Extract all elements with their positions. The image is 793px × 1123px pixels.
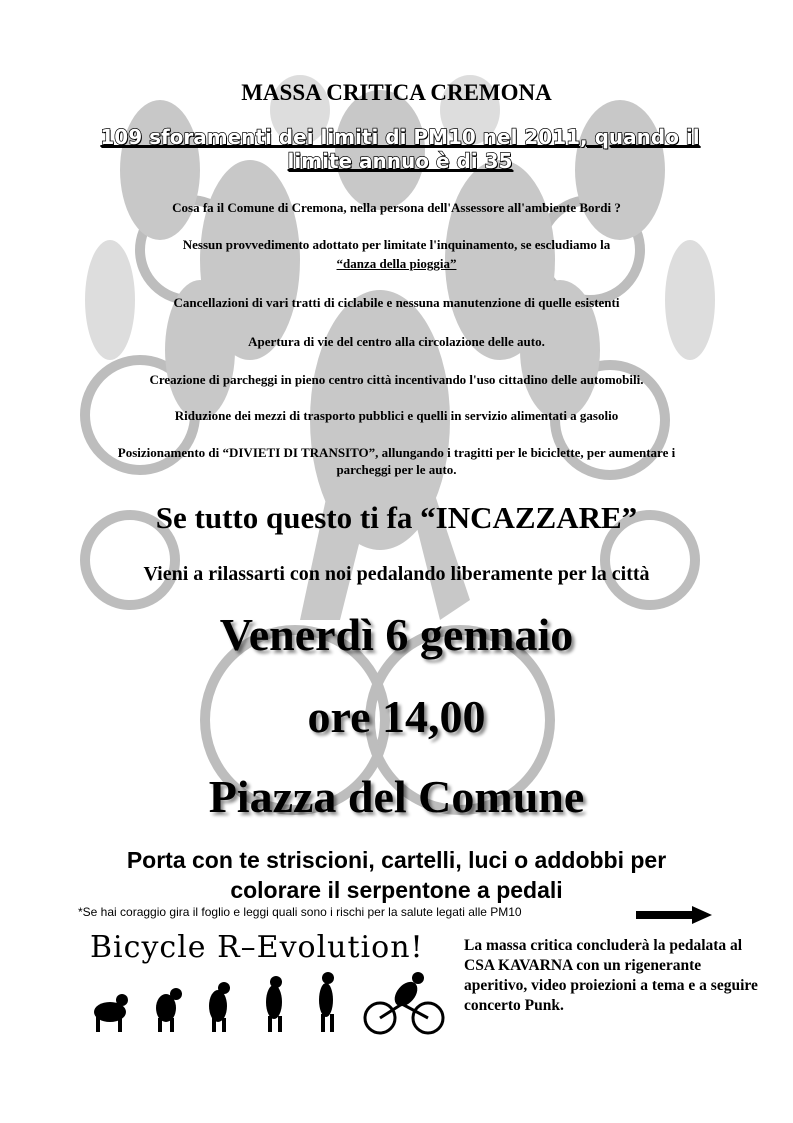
pm10-headline: 109 sforamenti dei limiti di PM10 nel 2011, quando il limite annuo è di 35 <box>100 125 700 173</box>
item-1-line-2: “danza della pioggia” <box>336 256 457 271</box>
bicycle-revolution-heading: Bicycle R–Evolution! <box>90 930 424 965</box>
page-title: MASSA CRITICA CREMONA <box>241 80 552 105</box>
evolution-figures-icon <box>88 970 448 1036</box>
item-6: Posizionamento di “DIVIETI DI TRANSITO”, allungando i tragitti per le biciclette, per aumentare i parcheggi per le auto. <box>117 445 676 477</box>
health-note: *Se hai coraggio gira il foglio e leggi quali sono i rischi per la salute legati alle PM10 <box>78 905 522 919</box>
item-5: Riduzione dei mezzi di trasporto pubblici e quelli in servizio alimentati a gasolio <box>174 408 619 423</box>
event-date: Venerdì 6 gennaio <box>219 609 574 660</box>
item-3: Apertura di vie del centro alla circolazione delle auto. <box>248 334 545 349</box>
arrow-right-icon <box>636 906 712 924</box>
item-4: Creazione di parcheggi in pieno centro città incentivando l'uso cittadino delle automobili. <box>149 372 644 387</box>
closing-paragraph: La massa critica concluderà la pedalata al CSA KAVARNA con un rigenerante aperitivo, video proiezioni a tema e a seguire concerto Punk. <box>464 937 758 1014</box>
event-place: Piazza del Comune <box>208 771 585 822</box>
question-text: Cosa fa il Comune di Cremona, nella persona dell'Assessore all'ambiente Bordi ? <box>172 200 621 215</box>
porta-text: Porta con te striscioni, cartelli, luci o addobbi per colorare il serpentone a pedali <box>126 847 667 903</box>
vieni-text: Vieni a rilassarti con noi pedalando liberamente per la città <box>143 563 650 585</box>
event-time: ore 14,00 <box>307 691 486 742</box>
incazzare-heading: Se tutto questo ti fa “INCAZZARE” <box>155 500 638 535</box>
item-2: Cancellazioni di vari tratti di ciclabile e nessuna manutenzione di quelle esistenti <box>173 295 620 310</box>
item-1-line-1: Nessun provvedimento adottato per limitate l'inquinamento, se escludiamo la <box>182 237 611 252</box>
